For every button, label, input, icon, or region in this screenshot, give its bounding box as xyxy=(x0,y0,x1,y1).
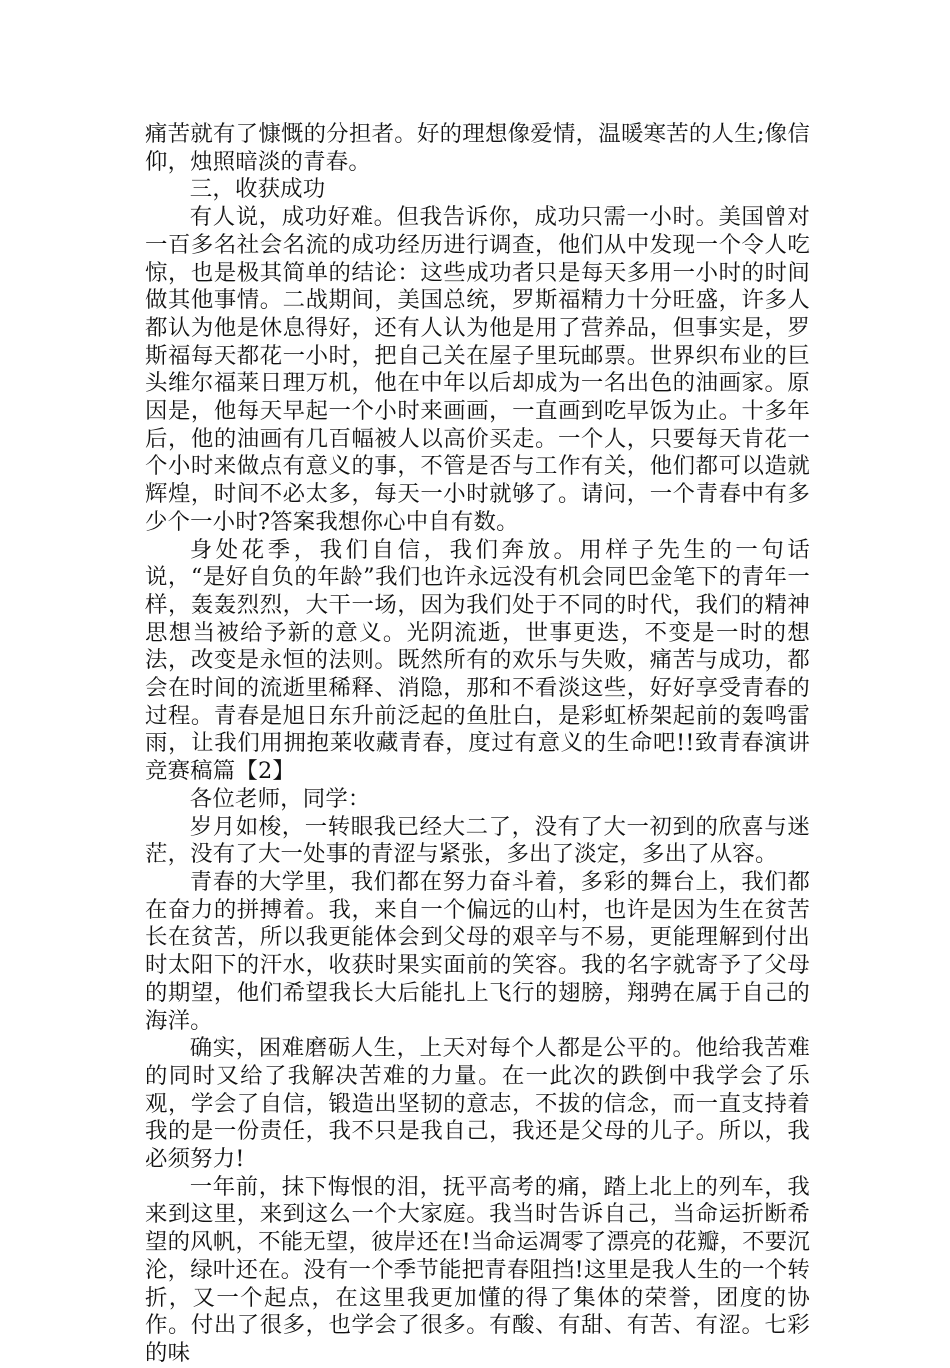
paragraph-7: 青春的大学里，我们都在努力奋斗着，多彩的舞台上，我们都在奋力的拼搏着。我，来自一个偏远的山村，也许是因为生在贫苦长在贫苦，所以我更能体会到父母的艰辛与不易，更能理解到付出时太阳下的汗水，收获时果实面前的笑容。我的名字就寄予了父母的期望，他们希望我长大后能扎上飞行的翅膀，翔骋在属于自己的海洋。 xyxy=(145,868,810,1034)
paragraph-6: 岁月如梭，一转眼我已经大二了，没有了大一初到的欣喜与迷茫，没有了大一处事的青涩与紧张，多出了淡定，多出了从容。 xyxy=(145,813,810,868)
paragraph-8: 确实，困难磨砺人生，上天对每个人都是公平的。他给我苦难的同时又给了我解决苦难的力量。在一此次的跌倒中我学会了乐观，学会了自信，锻造出坚韧的意志，不拔的信念，而一直支持着我的是一份责任，我不只是我自己，我还是父母的儿子。所以，我必须努力! xyxy=(145,1035,810,1173)
paragraph-4: 身处花季，我们自信，我们奔放。用样子先生的一句话说，“是好自负的年龄”我们也许永远没有机会同巴金笔下的青年一样，轰轰烈烈，大干一场，因为我们处于不同的时代，我们的精神思想当被给予新的意义。光阴流逝，世事更迭，不变是一时的想法，改变是永恒的法则。既然所有的欢乐与失败，痛苦与成功，都会在时间的流逝里稀释、消隐，那和不看淡这些，好好享受青春的过程。青春是旭日东升前泛起的鱼肚白，是彩虹桥架起前的轰鸣雷雨，让我们用拥抱莱收藏青春，度过有意义的生命吧!!致青春演讲竞赛稿篇【2】 xyxy=(145,536,810,785)
section-heading: 三，收获成功 xyxy=(189,176,326,203)
paragraph-1: 痛苦就有了慷慨的分担者。好的理想像爱情，温暖寒苦的人生;像信仰，烛照暗淡的青春。 xyxy=(145,121,810,175)
document-page xyxy=(145,121,810,1368)
paragraph-3: 有人说，成功好难。但我告诉你，成功只需一小时。美国曾对一百多名社会名流的成功经历进行调查，他们从中发现一个令人吃惊，也是极其简单的结论：这些成功者只是每天多用一小时的时间做其他事情。二战期间，美国总统，罗斯福精力十分旺盛，许多人都认为他是休息得好，还有人认为他是用了营养品，但事实是，罗斯福每天都花一小时，把自己关在屋子里玩邮票。世界织布业的巨头维尔福莱日理万机，他在中年以后却成为一名出色的油画家。原因是，他每天早起一个小时来画画，一直画到吃早饭为止。十多年后，他的油画有几百幅被人以高价买走。一个人，只要每天肯花一个小时来做点有意义的事，不管是否与工作有关，他们都可以造就辉煌，时间不必太多，每天一小时就够了。请问，一个青春中有多少个一小时?答案我想你心中自有数。 xyxy=(145,204,810,535)
salutation: 各位老师，同学： xyxy=(189,785,371,812)
paragraph-9: 一年前，抹下悔恨的泪，抚平高考的痛，踏上北上的列车，我来到这里，来到这么一个大家庭。我当时告诉自己，当命运折断希望的风帆，不能无望，彼岸还在!当命运凋零了漂亮的花瓣，不要沉沦，绿叶还在。没有一个季节能把青春阻挡!这里是我人生的一个转折，又一个起点，在这里我更加懂的得了集体的荣誉，团度的协作。付出了很多，也学会了很多。有酸、有甜、有苦、有涩。七彩的味 xyxy=(145,1173,810,1366)
